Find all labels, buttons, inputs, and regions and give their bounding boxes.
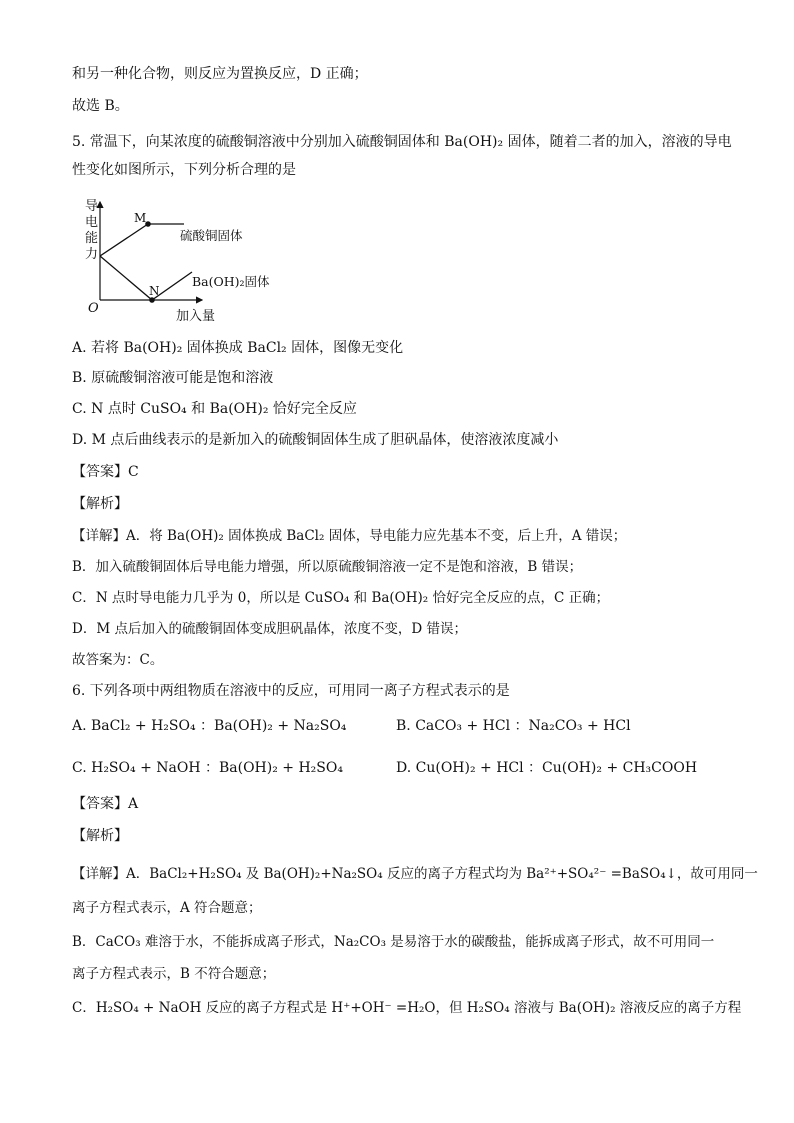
answer-label: 【答案】C — [72, 464, 139, 480]
series-baoh2-label: Ba(OH)₂固体 — [192, 274, 270, 289]
answer-label: 【答案】A — [72, 796, 139, 812]
option-a: A. 若将 Ba(OH)₂ 固体换成 BaCl₂ 固体，图像无变化 — [72, 340, 404, 356]
option-a: A. BaCl₂ + H₂SO₄ ：Ba(OH)₂ + Na₂SO₄ — [72, 718, 347, 734]
point-n-label: N — [149, 284, 160, 298]
series-baoh2-line — [100, 256, 192, 300]
y-axis-label: 力 — [85, 247, 99, 262]
explanation-line: 离子方程式表示，A 符合题意； — [72, 900, 262, 916]
explanation-line: B．CaCO₃ 难溶于水，不能拆成离子形式，Na₂CO₃ 是易溶于水的碳酸盐，能拆成离子形式，故不可用同一 — [72, 934, 715, 950]
option-d: D. Cu(OH)₂ + HCl ：Cu(OH)₂ + CH₃COOH — [396, 760, 698, 776]
x-axis-label: 加入量 — [176, 309, 216, 324]
text-line: 和另一种化合物，则反应为置换反应，D 正确； — [72, 66, 368, 82]
option-d: D. M 点后曲线表示的是新加入的硫酸铜固体生成了胆矾晶体，使溶液浓度减小 — [72, 432, 559, 448]
origin-label: O — [88, 301, 99, 316]
option-b: B. CaCO₃ + HCl ：Na₂CO₃ + HCl — [396, 718, 631, 734]
text-line: 故选 B。 — [72, 98, 129, 114]
explanation-line: 离子方程式表示，B 不符合题意； — [72, 966, 276, 982]
point-m-label: M — [134, 211, 147, 225]
explanation-line: B．加入硫酸铜固体后导电能力增强，所以原硫酸铜溶液一定不是饱和溶液，B 错误； — [72, 559, 583, 575]
y-axis-label: 电 — [85, 215, 99, 230]
explanation-line: 故答案为：C。 — [72, 652, 164, 668]
option-c: C. N 点时 CuSO₄ 和 Ba(OH)₂ 恰好完全反应 — [72, 401, 357, 417]
series-cuso4-line — [100, 224, 184, 256]
option-b: B. 原硫酸铜溶液可能是饱和溶液 — [72, 370, 274, 386]
explanation-line: D．M 点后加入的硫酸铜固体变成胆矾晶体，浓度不变，D 错误； — [72, 621, 468, 637]
point-n — [149, 297, 155, 303]
question-5-stem: 5. 常温下，向某浓度的硫酸铜溶液中分别加入硫酸铜固体和 Ba(OH)₂ 固体，随着二者的加入，溶液的导电 — [72, 134, 732, 150]
question-5-stem: 性变化如图所示，下列分析合理的是 — [72, 162, 296, 178]
series-cuso4-label: 硫酸铜固体 — [180, 228, 243, 243]
option-c: C. H₂SO₄ + NaOH ：Ba(OH)₂ + H₂SO₄ — [72, 760, 343, 776]
analysis-label: 【解析】 — [72, 828, 128, 844]
explanation-line: 【详解】A．将 Ba(OH)₂ 固体换成 BaCl₂ 固体，导电能力应先基本不变，后上升，A 错误； — [72, 528, 627, 544]
analysis-label: 【解析】 — [72, 496, 128, 512]
explanation-line: C．N 点时导电能力几乎为 0，所以是 CuSO₄ 和 Ba(OH)₂ 恰好完全反应的点，C 正确； — [72, 590, 610, 606]
y-axis-label: 导 — [85, 199, 99, 214]
question-6-stem: 6. 下列各项中两组物质在溶液中的反应，可用同一离子方程式表示的是 — [72, 683, 510, 699]
explanation-line: C．H₂SO₄ + NaOH 反应的离子方程式是 H⁺+OH⁻ =H₂O，但 H₂SO₄ 溶液与 Ba(OH)₂ 溶液反应的离子方程 — [72, 1000, 742, 1016]
y-axis-label: 能 — [85, 231, 99, 246]
conductivity-chart — [72, 196, 292, 326]
explanation-line: 【详解】A．BaCl₂+H₂SO₄ 及 Ba(OH)₂+Na₂SO₄ 反应的离子方程式均为 Ba²⁺+SO₄²⁻ =BaSO₄↓，故可用同一 — [72, 866, 758, 882]
